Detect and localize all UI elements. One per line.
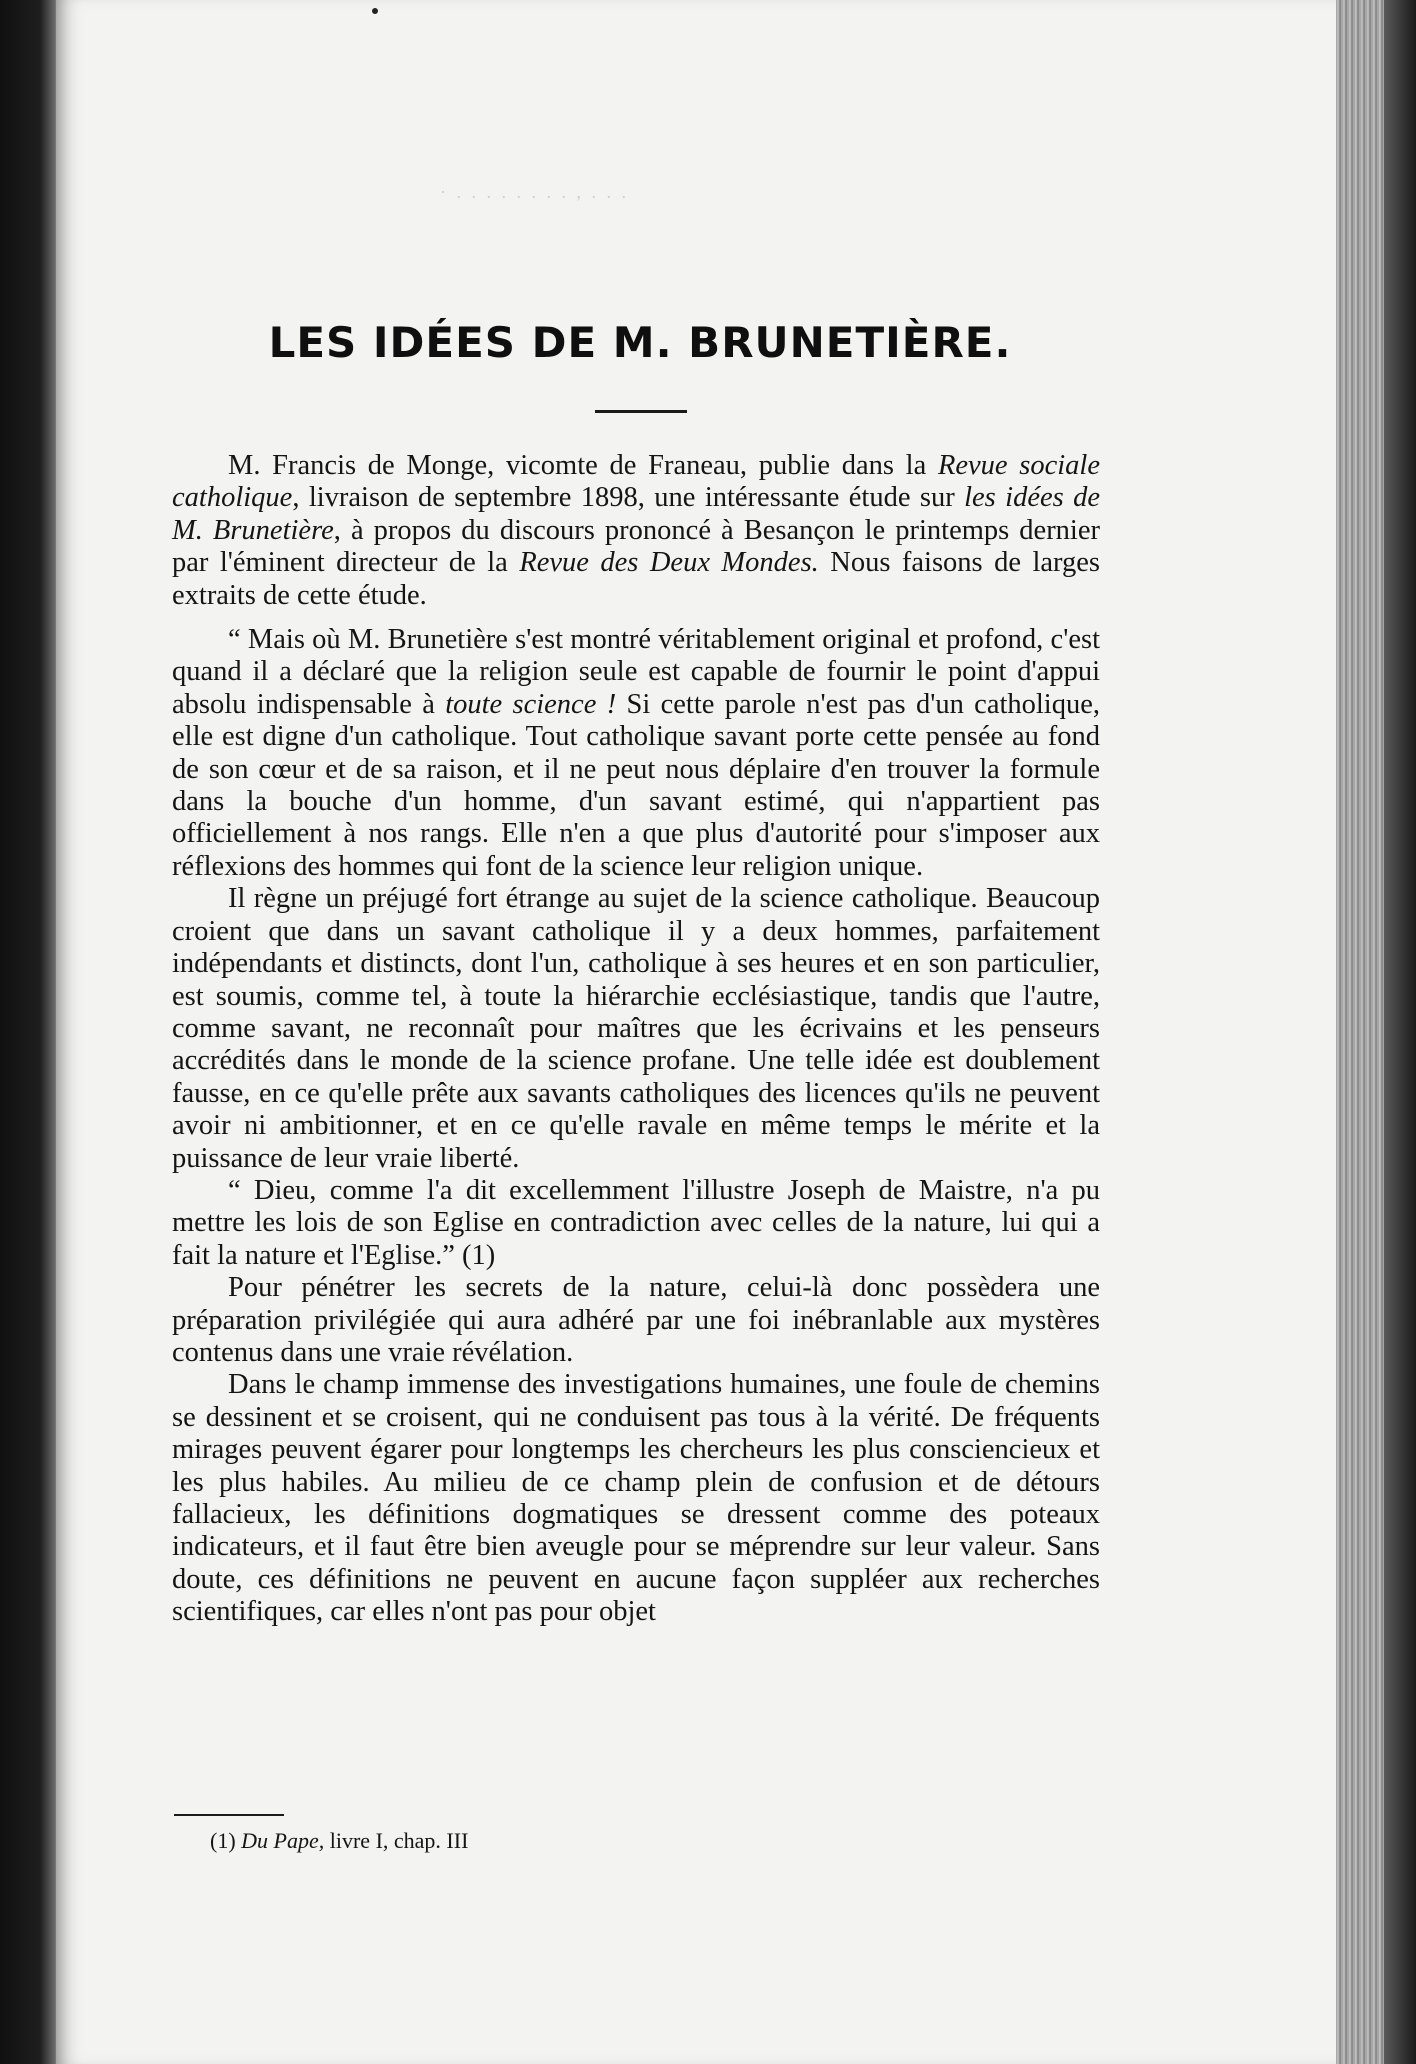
footnote	[210, 1828, 468, 1854]
quote-paragraph-2: Il règne un préjugé fort étrange au sujet de la science catholique. Beaucoup croient que dans un savant catholique il y a deux hommes, parfaitement indépendants et distincts, dont l'un, catholique à ses heures et en son particulier, est soumis, comme tel, à toute la hiérarchie ecclésiastique, tandis que l'autre, comme savant, ne reconnaît pour maîtres que les écrivains et les penseurs accrédités dans le monde de la science profane. Une telle idée est doublement fausse, en ce qu'elle prête aux savants catholiques des licences qu'ils ne peuvent avoir ni ambitionner, et en ce qu'elle ravale en même temps le mérite et la puissance de leur vraie liberté.	[172, 883, 1100, 1174]
intro-italic-revue-deux-mondes: Revue des Deux Mondes.	[519, 547, 819, 579]
intro-text-3: , à propos du discours prononcé à Besançon le printemps dernier par l'éminent directeur de la	[172, 514, 1100, 579]
para1-text-2: Si cette parole n'est pas d'un catholique, elle est digne d'un catholique. Tout catholique savant porte cette pensée au fond de son cœur et de sa raison, et il ne peut nous déplaire d'en trouver la formule dans la bouche d'un homme, d'un savant estimé, qui n'appartient pas officiellement à nos rangs. Elle n'en a que plus d'autorité pour s'imposer aux réflexions des hommes qui font de la science leur religion unique.	[172, 688, 1100, 882]
footnote-rule	[174, 1814, 284, 1816]
para1-italic-toute-science: toute science !	[445, 688, 617, 720]
article-body	[172, 450, 1100, 1629]
footnote-text: livre I, chap. III	[324, 1828, 469, 1853]
quote-paragraph-3: “ Dieu, comme l'a dit excellemment l'illustre Joseph de Maistre, n'a pu mettre les lois de son Eglise en contradiction avec celles de la nature, lui qui a fait la nature et l'Eglise.” (1)	[172, 1174, 1100, 1271]
quote-paragraph-4: Pour pénétrer les secrets de la nature, celui-là donc possèdera une préparation privilégiée qui aura adhéré par une foi inébranlable aux mystères contenus dans une vraie révélation.	[172, 1272, 1100, 1368]
left-page-edge	[0, 0, 60, 2064]
intro-paragraph	[172, 450, 1100, 612]
quote-paragraph-5: Dans le champ immense des investigations humaines, une foule de chemins se dessinent et se croisent, qui ne conduisent pas tous à la vérité. De fréquents mirages peuvent égarer pour longtemps les chercheurs les plus consciencieux et les plus habiles. Au milieu de ce champ plein de confusion et de détours fallacieux, les définitions dogmatiques se dressent comme des poteaux indicateurs, et il faut être bien aveugle pour se méprendre sur leur valeur. Sans doute, ces définitions ne peuvent en aucune façon suppléer aux recherches scientifiques, car elles n'ont pas pour objet	[172, 1369, 1100, 1628]
footnote-number: (1)	[210, 1828, 242, 1853]
ink-speck	[372, 8, 378, 14]
intro-text-1: M. Francis de Monge, vicomte de Franeau, publie dans la	[228, 450, 938, 481]
article-title: LES IDÉES DE M. BRUNETIÈRE.	[268, 318, 1012, 367]
intro-text-4: Nous faisons de larges extraits de cette étude.	[172, 547, 1100, 611]
intro-italic-idees: les idées de M. Brunetière	[172, 482, 1100, 546]
para1-text-1: “ Mais où M. Brunetière s'est montré véritablement original et profond, c'est quand il a déclaré que la religion seule est capable de fournir le point d'appui absolu indispensable à	[172, 624, 1100, 720]
book-fore-edge	[1336, 0, 1416, 2064]
quote-paragraph-1	[172, 624, 1100, 883]
faded-running-header: · . . . . . . . . , . . .	[440, 182, 629, 202]
title-rule	[595, 410, 687, 413]
footnote-italic-title: Du Pape,	[241, 1828, 325, 1853]
intro-text-2: , livraison de septembre 1898, une intéressante étude sur	[292, 482, 965, 514]
intro-italic-revue-sociale: Revue sociale catholique	[172, 450, 1101, 514]
